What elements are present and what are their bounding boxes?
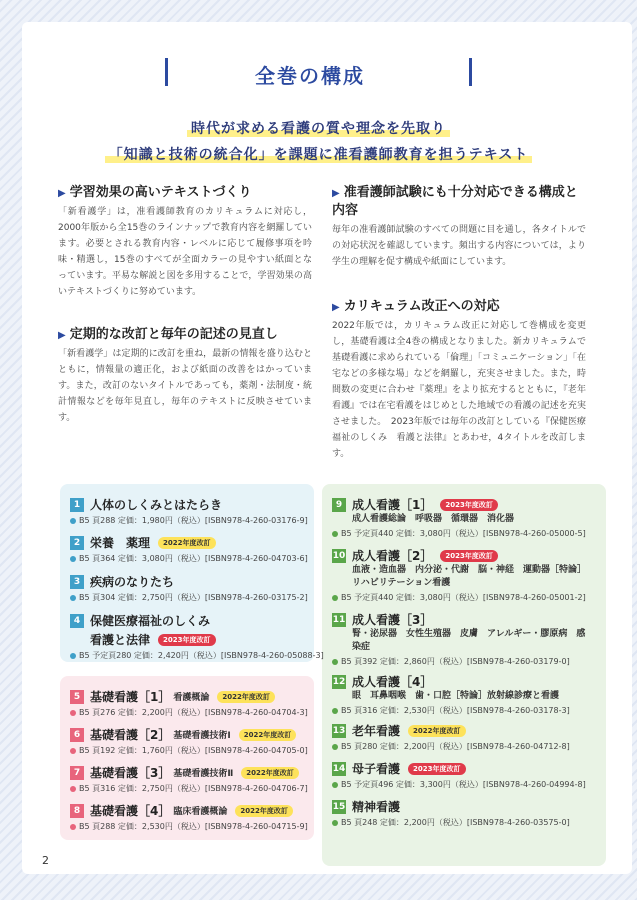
revision-badge: 2022年度改訂 — [235, 805, 292, 817]
section-heading-3: ▶ 准看護師試験にも十分対応できる構成と内容 — [332, 185, 578, 218]
book-title: 基礎看護［3］ — [90, 766, 171, 780]
book-title: 基礎看護［2］ — [90, 728, 171, 742]
revision-badge: 2022年度改訂 — [239, 729, 296, 741]
book-meta: B5 頁276 定価：2,200円（税込）[ISBN978-4-260-04704-3] — [79, 708, 308, 717]
book-number: 4 — [70, 614, 84, 628]
book-subtitle: 基礎看護技術Ⅱ — [173, 769, 234, 779]
book-item[interactable] — [70, 724, 308, 756]
section-body-3: 毎年の准看護師試験のすべての問題に目を通し，各タイトルでの対応状況を確認しています。頻出する内容については，より学生の理解を促す構成や紙面にしています。 — [332, 225, 586, 267]
lead-line-2: 「知識と技術の統合化」を課題に准看護師教育を担うテキスト — [0, 144, 637, 164]
book-item[interactable] — [70, 571, 308, 603]
lead-line-1: 時代が求める看護の質や理念を先取り — [0, 118, 637, 138]
revision-badge: 2023年度改訂 — [158, 634, 215, 646]
section-heading-1: ▶ 学習効果の高いテキストづくり — [58, 185, 252, 200]
book-meta: B5 頁316 定価：2,750円（税込）[ISBN978-4-260-04706-7] — [79, 784, 308, 793]
section-body-4: 2022年版では，カリキュラム改正に対応して巻構成を変更し，基礎看護は全4巻の構成となりました。新カリキュラムで基礎看護に求められている「倫理」「コミュニケーション」「在宅などの多様な場」などを網羅し，充実させました。また，時間数の変更に合わせ『薬理』をより拡充するとともに，『老年看護』では在宅看護をはじめとした地域での看護の記述を充実させました。 2023年版では毎年の改訂としている『保健医療福祉のしくみ 看護と法律』とあわせ，4タイトルを改訂します。 — [332, 321, 586, 459]
book-number: 1 — [70, 498, 84, 512]
book-title: 老年看護 — [352, 724, 401, 738]
revision-badge: 2022年度改訂 — [158, 537, 215, 549]
title-bar-right — [469, 58, 472, 86]
bullet-dot-icon — [332, 595, 338, 601]
section-heading-2: ▶ 定期的な改訂と毎年の記述の見直し — [58, 327, 278, 342]
book-meta: B5 予定頁440 定価：3,080円（税込）[ISBN978-4-260-05000-5] — [341, 529, 586, 538]
revision-badge: 2022年度改訂 — [241, 767, 298, 779]
book-item[interactable] — [70, 494, 308, 526]
bullet-dot-icon — [70, 824, 76, 830]
book-title: 基礎看護［4］ — [90, 804, 171, 818]
book-number: 2 — [70, 536, 84, 550]
book-number: 15 — [332, 801, 346, 812]
book-item[interactable] — [332, 720, 602, 752]
revision-badge: 2023年度改訂 — [440, 550, 497, 562]
book-contents: 血液・造血器 内分泌・代謝 脳・神経 運動器［特論］リハビリテーション看護 — [352, 565, 582, 588]
book-title: 成人看護［2］ — [352, 549, 433, 563]
book-number: 8 — [70, 804, 84, 818]
book-meta: B5 頁192 定価：1,760円（税込）[ISBN978-4-260-04705-0] — [79, 746, 308, 755]
book-meta: B5 頁316 定価：2,530円（税込）[ISBN978-4-260-03178-3] — [341, 706, 570, 715]
book-title: 栄養 薬理 — [90, 536, 151, 550]
book-number: 7 — [70, 766, 84, 780]
book-number: 6 — [70, 728, 84, 742]
book-item[interactable] — [70, 800, 308, 832]
triangle-icon: ▶ — [58, 330, 66, 341]
book-meta: B5 頁304 定価：2,750円（税込）[ISBN978-4-260-03175-2] — [79, 593, 308, 602]
book-item[interactable] — [332, 796, 602, 828]
bullet-dot-icon — [332, 659, 338, 665]
book-meta: B5 予定頁440 定価：3,080円（税込）[ISBN978-4-260-05001-2] — [341, 593, 586, 602]
book-item[interactable] — [332, 609, 602, 667]
book-subtitle: 臨床看護概論 — [173, 807, 228, 817]
book-number: 13 — [332, 725, 346, 736]
section-body-2: 「新看護学」は定期的に改訂を重ね，最新の情報を盛り込むとともに，情報量の適正化，および紙面の改善をはかっています。また，改訂のないタイトルであっても，薬剤・法制度・統計情報などを毎年見直し，毎年のテキストに反映させています。 — [58, 349, 312, 423]
book-meta: B5 頁280 定価：2,200円（税込）[ISBN978-4-260-04712-8] — [341, 742, 570, 751]
book-item[interactable] — [70, 532, 308, 564]
revision-badge: 2023年度改訂 — [408, 763, 465, 775]
triangle-icon: ▶ — [58, 188, 66, 199]
page-title: 全巻の構成 — [255, 64, 365, 88]
book-title: 保健医療福祉のしくみ — [90, 614, 211, 628]
page-number: 2 — [42, 854, 49, 867]
revision-badge: 2023年度改訂 — [440, 499, 497, 511]
book-meta: B5 予定頁280 定価：2,420円（税込）[ISBN978-4-260-05088-3] — [79, 651, 324, 660]
revision-badge: 2022年度改訂 — [217, 691, 274, 703]
book-meta: B5 頁288 定価：2,530円（税込）[ISBN978-4-260-04715-9] — [79, 822, 308, 831]
book-meta: B5 頁392 定価：2,860円（税込）[ISBN978-4-260-03179-0] — [341, 657, 570, 666]
book-contents: 成人看護総論 呼吸器 循環器 消化器 — [352, 514, 515, 524]
book-meta: B5 頁248 定価：2,200円（税込）[ISBN978-4-260-03575-0] — [341, 818, 570, 827]
bullet-dot-icon — [332, 744, 338, 750]
revision-badge: 2022年度改訂 — [408, 725, 465, 737]
bullet-dot-icon — [70, 556, 76, 562]
book-item[interactable] — [332, 758, 602, 790]
book-item[interactable] — [332, 494, 602, 539]
book-title: 成人看護［4］ — [352, 675, 433, 689]
book-item[interactable] — [332, 671, 602, 716]
bullet-dot-icon — [332, 782, 338, 788]
book-title-line2: 看護と法律 — [90, 633, 151, 647]
book-meta: B5 頁288 定価：1,980円（税込）[ISBN978-4-260-03176-9] — [79, 516, 308, 525]
book-meta: B5 予定頁496 定価：3,300円（税込）[ISBN978-4-260-04994-8] — [341, 780, 586, 789]
book-number: 11 — [332, 614, 346, 625]
bullet-dot-icon — [332, 820, 338, 826]
book-title: 母子看護 — [352, 762, 401, 776]
bullet-dot-icon — [70, 748, 76, 754]
book-title: 基礎看護［1］ — [90, 690, 171, 704]
triangle-icon: ▶ — [332, 302, 340, 313]
book-subtitle: 基礎看護技術Ⅰ — [173, 731, 231, 741]
bullet-dot-icon — [70, 595, 76, 601]
book-meta: B5 頁364 定価：3,080円（税込）[ISBN978-4-260-04703-6] — [79, 554, 308, 563]
bullet-dot-icon — [70, 518, 76, 524]
bullet-dot-icon — [70, 710, 76, 716]
bullet-dot-icon — [332, 708, 338, 714]
bullet-dot-icon — [332, 531, 338, 537]
book-title: 人体のしくみとはたらき — [90, 498, 223, 512]
book-title: 精神看護 — [352, 800, 401, 814]
book-item[interactable] — [332, 545, 602, 603]
book-title: 疾病のなりたち — [90, 575, 175, 589]
book-contents: 腎・泌尿器 女性生殖器 皮膚 アレルギー・膠原病 感染症 — [352, 629, 586, 652]
book-item[interactable] — [70, 762, 308, 794]
book-number: 12 — [332, 676, 346, 687]
book-title: 成人看護［1］ — [352, 498, 433, 512]
book-number: 9 — [332, 498, 346, 512]
section-body-1: 「新看護学」は，准看護師教育のカリキュラムに対応し，2000年版から全15巻のラインナップで教育内容を網羅しています。必要とされる教育内容・レベルに応じて履修事項を吟味・精選し，15巻のすべてが全面カラーの見やすい紙面となっています。平易な解説と図を多用することで，学習効果の高いテキストづくりに努めています。 — [58, 207, 312, 297]
book-item[interactable] — [70, 610, 324, 661]
section-heading-4: ▶ カリキュラム改正への対応 — [332, 299, 500, 314]
triangle-icon: ▶ — [332, 188, 340, 199]
book-subtitle: 看護概論 — [173, 693, 210, 703]
book-title: 成人看護［3］ — [352, 613, 433, 627]
book-number: 10 — [332, 550, 346, 561]
book-number: 14 — [332, 763, 346, 774]
book-contents: 眼 耳鼻咽喉 歯・口腔［特論］放射線診療と看護 — [352, 691, 560, 701]
title-block — [140, 58, 480, 88]
book-number: 5 — [70, 690, 84, 704]
book-number: 3 — [70, 575, 84, 589]
bullet-dot-icon — [70, 653, 76, 659]
bullet-dot-icon — [70, 786, 76, 792]
book-item[interactable] — [70, 686, 308, 718]
